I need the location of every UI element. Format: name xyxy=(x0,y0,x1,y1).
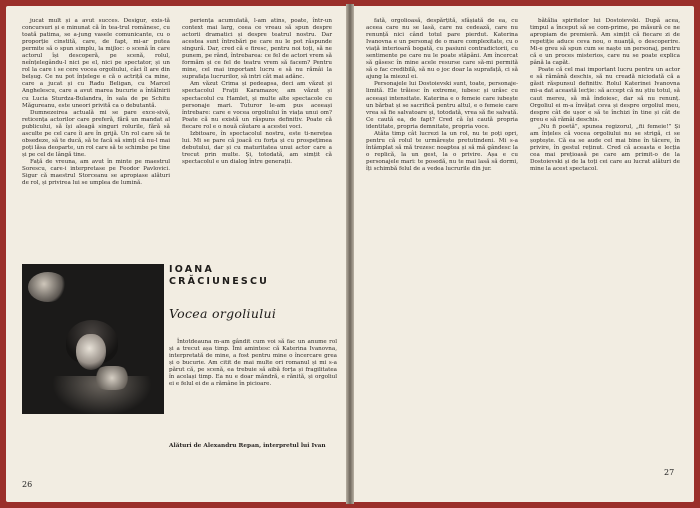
paragraph: fată, orgolioasă, despărțită, sfâșiată de ea, cu aceea care nu se lasă, care nu cedează, care nu renunță nici când totul pare pierdut. Katerina Ivanovna e un personaj de o mare complexitate, cu o viață interioară bogată, cu pasiuni contradictorii, cu sentimente pe care nu le poate stăpâni. Am încercat să găsesc în mine acele resurse care să-mi permită să o fac credibilă, să nu o joc doar la suprafață, ci să ajung la miezul ei. xyxy=(366,18,518,81)
paragraph: Izbitoare, în spectacolul nostru, este ti-nerețea lui. Mi se pare că joacă cu forța și cu prospețimea debutului, dar și cu maturitatea unui actor care a trecut prin multe. Și, totodată, am simțit că spectacolul e un dialog între generații. xyxy=(182,130,332,165)
article-intro xyxy=(169,339,337,388)
right-column-2 xyxy=(530,18,680,173)
paragraph: bătălia spiritelor lui Dostoievski. După acea, timpul a început să se com-prime, pe măsură ce ne apropiam de premieră. Am simțit că fiecare zi de repetiție aduce ceva nou, o nuanță, o descoperire. Mi-e greu să spun cum se naște un personaj, pentru că e un proces misterios, care nu se poate explica până la capăt. xyxy=(530,18,680,67)
paragraph: Față de vreuna, am avut în minte pe maestrul Sorescu, care-i interpretase pe Feodor Pavlovici. Sigur că maestrul Storceanu se apropiase alături de rol, și privirea lui se umplea de lumină. xyxy=(22,158,170,187)
left-column-1 xyxy=(22,18,170,187)
paragraph: Personajele lui Dostoievski sunt, toate, personaje-limită. Ele trăiesc în extreme, iubesc și urăsc cu aceeași intensitate. Katerina e o femeie care iubește un bărbat și se sacrifică pentru altul, e o femeie care vrea să fie salvatoare și, totodată, vrea să fie salvată. Ce caută ea, de fapt? Cred că își caută propria identitate, propria demnitate, propria voce. xyxy=(366,81,518,130)
paragraph: Am văzut Crima și pedeapsa, deci am văzut și spectacolul Frații Karamazov, am văzut și spectacolul cu Hamlet, și multe alte spectacole cu personaje mari. Tuturor le-am pus aceeași întrebare: care e vocea orgoliului în viața unui om? Poate că nu există un răspuns definitiv. Poate că fiecare rol e o nouă căutare a acestei voci. xyxy=(182,81,332,130)
right-page xyxy=(354,6,694,502)
paragraph: Atâta timp cât lucrezi la un rol, nu te poți opri, pentru că rolul te urmărește pretutindeni. Mi s-a întâmplat să mă trezesc noaptea și să mă gândesc la o replică, la un gest, la o privire. Așa e cu personajele mari: te posedă, nu te mai lasă să dormi, îți schimbă felul de a vedea lucrurile din jur. xyxy=(366,130,518,172)
author-first-name: IOANA xyxy=(169,264,215,275)
actress-photo xyxy=(22,264,164,414)
paragraph: „Nu fi poetă”, spunea regizorul, „fii femeie!” Și am înțeles că vocea orgoliului nu se strigă, ci se șoptește. Că ea se aude cel mai bine în tăcere, în privire, în gestul reținut. Cred că aceasta e lecția cea mai prețioasă pe care am primit-o de la Dostoievski și de la toți cei care au lucrat alături de mine la acest spectacol. xyxy=(530,123,680,172)
page-number: 26 xyxy=(22,480,33,489)
left-page xyxy=(6,6,346,502)
paragraph: Poate că cel mai important lucru pentru un actor e să rămână deschis, să nu creadă niciodată că a găsit răspunsul definitiv. Rolul Katerinei Ivanovna mi-a dat această lecție: să accept că nu știu totul, să caut mereu, să mă îndoiesc, dar să nu renunț. Orgoliul ei m-a învățat ceva și despre orgoliul meu, despre cât de ușor e să te închizi în tine și cât de greu e să rămâi deschis. xyxy=(530,67,680,123)
page-number: 27 xyxy=(664,468,675,477)
paragraph: Întotdeauna m-am gândit cum voi să fac un anume rol și a trecut așa timp. Îmi amintesc că Katerina Ivanovna, interpretată de mine, a fost pentru mine o încercare grea și o bucurie. Am citit de mai multe ori romanul și mi s-a părut că, pe scenă, ea trebuie să aibă forța și fragilitatea în același timp. Ea nu e doar mândră, e rănită, și orgoliul ei e felul ei de a rămâne în picioare. xyxy=(169,339,337,388)
paragraph: Dumnezeirea actuală mi se pare exce-sivă, reticența actorilor care preferă, fără un mandat al publicului, să își aleagă singuri rolurile, fără să asculte pe cel care îi are în grijă. Un rol care să te obsedeze, să te ducă, să te facă să simți că nu-l mai poți lăsa deoparte, un rol care să te schimbe pe tine și pe cel de lângă tine. xyxy=(22,109,170,158)
left-column-2 xyxy=(182,18,332,166)
right-column-1 xyxy=(366,18,518,173)
article-title-block xyxy=(169,264,339,388)
paragraph: jucat mult și a avut succes. Desigur, exis-tă concursuri și e minunat că în tea-trul românesc, cu toată patima, se a-jung vasele comunicante, cu o proporție cinstită, care, de fapt, mi-ar putea permite să o spun simplu, la mijloc: o scenă în care actorul își descoperă, pe scenă, rolul, neînțelegându-l nici pe el, nici pe spectator, și un rol la care i se cere vocea orgoliului, căci îl are din belșug. Ce nu pot înțelege e că o actriță ca mine, care a jucat și cu Radu Beligan, cu Marcel Anghelescu, care a avut marea bucurie a întâlnirii cu Lucia Sturdza-Bulandra, în sala de pe Schitu Măgureanu, este uneori privită ca o debutantă. xyxy=(22,18,170,109)
book-gutter xyxy=(346,4,354,504)
paragraph: periența acumulată, l-am atins, poate, într-un context mai larg, ceea ce vreau să spun despre actorii dramatici și despre teatrul nostru. Dar acestea sunt întrebări pe care nu le pot răspunde singură. Dar, cred că e firesc, pentru noi toți, să ne punem, pe rând, întrebarea: ce fel de actori vrem să formăm și ce fel de teatru vrem să facem? Pentru mine, cel mai important lucru e să nu rămâi la suprafața lucrurilor, să intri cât mai adânc. xyxy=(182,18,332,81)
photo-caption: Alături de Alexandru Repan, interpretul lui Ivan xyxy=(169,443,326,449)
article-heading: Vocea orgoliului xyxy=(169,306,277,321)
author-last-name: CRĂCIUNESCU xyxy=(169,276,270,287)
